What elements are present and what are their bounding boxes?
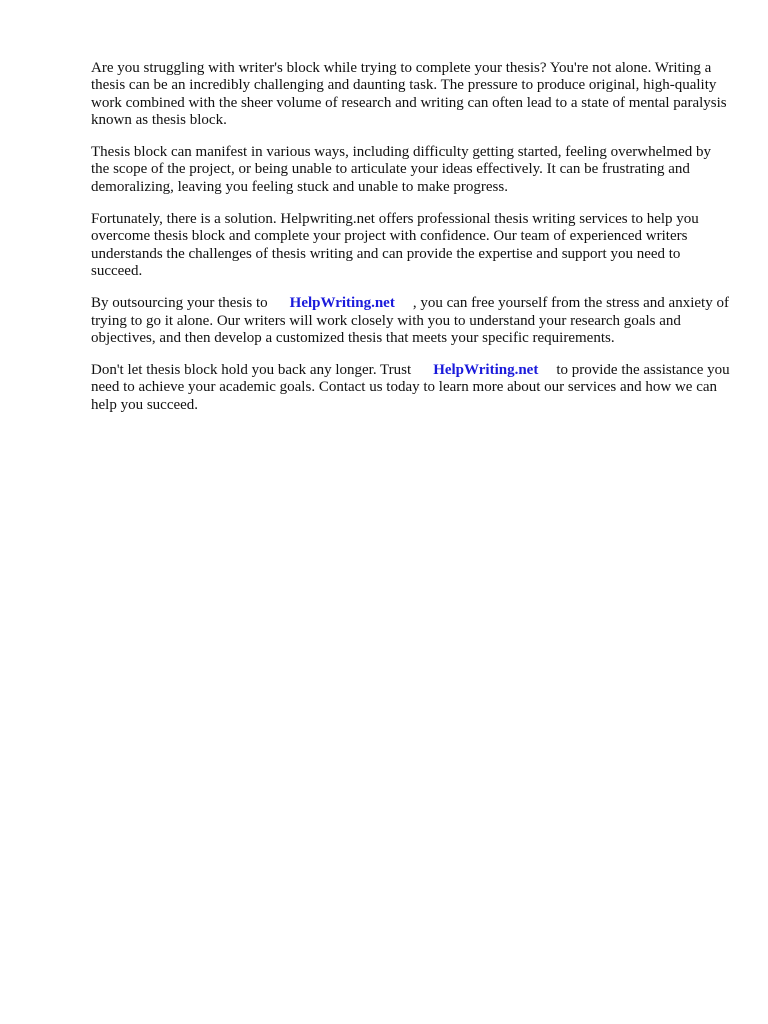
paragraph-thesis-block-text: Thesis block can manifest in various ways, including difficulty getting started, feeling overwhelmed by the scope of the project, or being unable to articulate your ideas effectively. It can be frustrating and demoralizing, leaving you feeling stuck and unable to make progress. xyxy=(91,144,711,195)
helpwriting-link[interactable]: HelpWriting.net xyxy=(289,295,395,312)
paragraph-outsourcing xyxy=(91,295,731,347)
paragraph-solution-text: Fortunately, there is a solution. Helpwriting.net offers professional thesis writing services to help you overcome thesis block and complete your project with confidence. Our team of experienced writers understands the challenges of thesis writing and can provide the expertise and support you need to succeed. xyxy=(91,211,699,279)
paragraph-solution xyxy=(91,211,731,280)
paragraph-outsourcing-before: By outsourcing your thesis to xyxy=(91,295,268,312)
paragraph-thesis-block xyxy=(91,144,731,196)
helpwriting-link[interactable]: HelpWriting.net xyxy=(433,362,539,379)
paragraph-call-to-action-before: Don't let thesis block hold you back any longer. Trust xyxy=(91,362,412,379)
paragraph-intro-text: Are you struggling with writer's block while trying to complete your thesis? You're not alone. Writing a thesis can be an incredibly challenging and daunting task. The pressure to produce original, high-quality work combined with the sheer volume of research and writing can often lead to a state of mental paralysis known as thesis block. xyxy=(91,60,727,128)
paragraph-call-to-action xyxy=(91,362,731,414)
document-body xyxy=(91,60,731,429)
paragraph-intro xyxy=(91,60,731,129)
paragraph-call-to-action-after: to provide the assistance you need to achieve your academic goals. Contact us today to learn more about our services and how we can help you succeed. xyxy=(91,362,730,413)
paragraph-outsourcing-after: , you can free yourself from the stress and anxiety of trying to go it alone. Our writers will work closely with you to understand your research goals and objectives, and then develop a customized thesis that meets your specific requirements. xyxy=(91,295,729,346)
